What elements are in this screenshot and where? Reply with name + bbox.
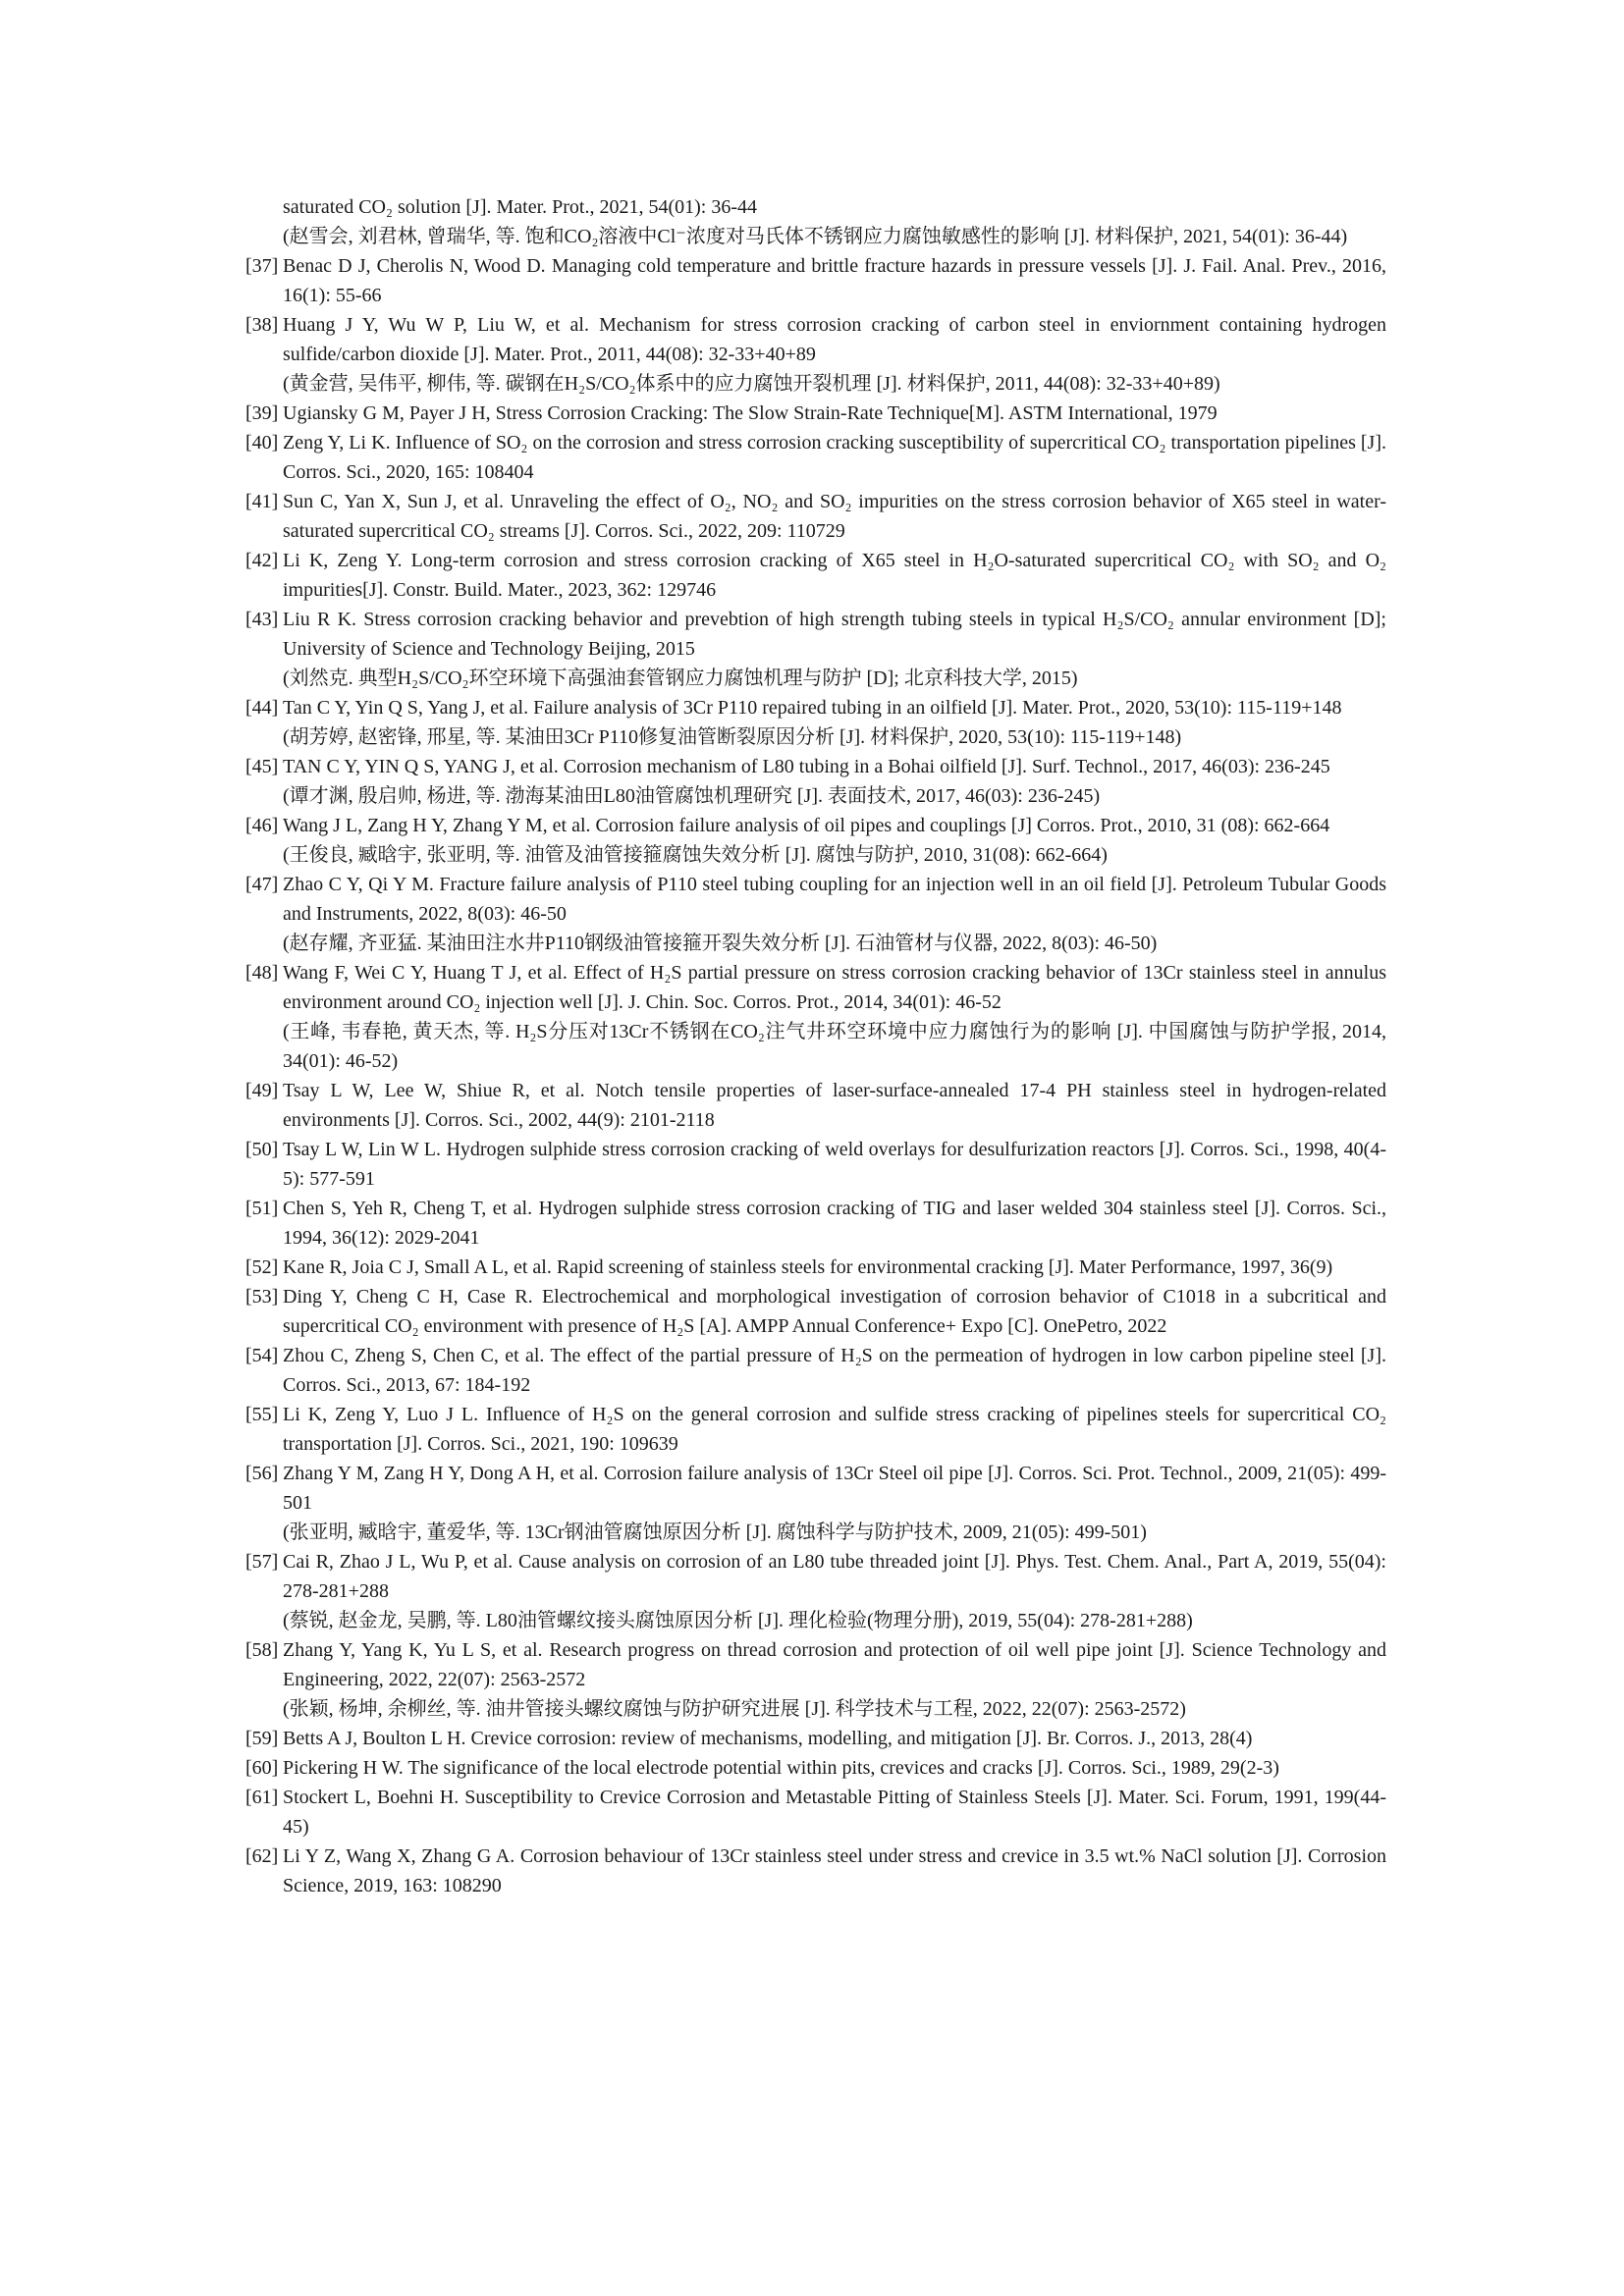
reference-item [245, 870, 1386, 958]
reference-english-text: Zhang Y M, Zang H Y, Dong A H, et al. Corrosion failure analysis of 13Cr Steel oil pipe [J]. Corros. Sci. Prot. Technol., 2009, 21(05): 499-501 [283, 1463, 1386, 1514]
reference-english-text: Tsay L W, Lee W, Shiue R, et al. Notch tensile properties of laser-surface-annealed 17-4 PH stainless steel in hydrogen-related environments [J]. Corros. Sci., 2002, 44(9): 2101-2118 [283, 1080, 1386, 1131]
reference-english-text: Kane R, Joia C J, Small A L, et al. Rapid screening of stainless steels for environmental cracking [J]. Mater Performance, 1997, 36(9) [283, 1256, 1333, 1278]
reference-chinese-text: (谭才渊, 殷启帅, 杨进, 等. 渤海某油田L80油管腐蚀机理研究 [J]. 表面技术, 2017, 46(03): 236-245) [283, 785, 1101, 807]
reference-number: [38] [245, 314, 279, 336]
reference-number: [47] [245, 874, 279, 895]
reference-item [245, 428, 1386, 487]
reference-number: [53] [245, 1286, 279, 1308]
reference-item [245, 1753, 1386, 1783]
reference-number: [56] [245, 1463, 279, 1484]
reference-chinese-text: (蔡锐, 赵金龙, 吴鹏, 等. L80油管螺纹接头腐蚀原因分析 [J]. 理化检验(物理分册), 2019, 55(04): 278-281+288) [283, 1610, 1193, 1631]
reference-chinese-text: (王俊良, 臧晗宇, 张亚明, 等. 油管及油管接箍腐蚀失效分析 [J]. 腐蚀与防护, 2010, 31(08): 662-664) [283, 844, 1108, 866]
reference-english-text: Zhang Y, Yang K, Yu L S, et al. Research progress on thread corrosion and protection of oil well pipe joint [J]. Science Technology and Engineering, 2022, 22(07): 2563-2572 [283, 1639, 1386, 1690]
reference-chinese-text: (黄金营, 吴伟平, 柳伟, 等. 碳钢在H₂S/CO₂体系中的应力腐蚀开裂机理 [J]. 材料保护, 2011, 44(08): 32-33+40+89) [283, 373, 1220, 395]
reference-number: [48] [245, 962, 279, 984]
reference-english-text: Huang J Y, Wu W P, Liu W, et al. Mechanism for stress corrosion cracking of carbon steel in enviornment containing hydrogen sulfide/carbon dioxide [J]. Mater. Prot., 2011, 44(08): 32-33+40+89 [283, 314, 1386, 365]
reference-english-text: Tan C Y, Yin Q S, Yang J, et al. Failure analysis of 3Cr P110 repaired tubing in an oilfield [J]. Mater. Prot., 2020, 53(10): 115-119+148 [283, 697, 1342, 719]
reference-english-text: Pickering H W. The significance of the local electrode potential within pits, crevices and cracks [J]. Corros. Sci., 1989, 29(2-3) [283, 1757, 1279, 1779]
reference-number: [49] [245, 1080, 279, 1101]
reference-number: [41] [245, 491, 279, 512]
reference-english-text: Li Y Z, Wang X, Zhang G A. Corrosion behaviour of 13Cr stainless steel under stress and crevice in 3.5 wt.% NaCl solution [J]. Corrosion Science, 2019, 163: 108290 [283, 1845, 1386, 1896]
reference-english-text: Sun C, Yan X, Sun J, et al. Unraveling the effect of O₂, NO₂ and SO₂ impurities on the stress corrosion behavior of X65 steel in water-saturated supercritical CO₂ streams [J]. Corros. Sci., 2022, 209: 110729 [283, 491, 1386, 542]
reference-item [245, 1341, 1386, 1400]
reference-english-text: Zhao C Y, Qi Y M. Fracture failure analysis of P110 steel tubing coupling for an injection well in an oil field [J]. Petroleum Tubular Goods and Instruments, 2022, 8(03): 46-50 [283, 874, 1386, 925]
reference-number: [51] [245, 1198, 279, 1219]
reference-chinese-text: (胡芳婷, 赵密锋, 邢星, 等. 某油田3Cr P110修复油管断裂原因分析 [J]. 材料保护, 2020, 53(10): 115-119+148) [283, 726, 1182, 748]
reference-english-text: Ugiansky G M, Payer J H, Stress Corrosion Cracking: The Slow Strain-Rate Technique[M]. ASTM International, 1979 [283, 402, 1218, 424]
reference-english-text: Zeng Y, Li K. Influence of SO₂ on the corrosion and stress corrosion cracking susceptibility of supercritical CO₂ transportation pipelines [J]. Corros. Sci., 2020, 165: 108404 [283, 432, 1386, 483]
reference-english-text: Zhou C, Zheng S, Chen C, et al. The effect of the partial pressure of H₂S on the permeation of hydrogen in low carbon pipeline steel [J]. Corros. Sci., 2013, 67: 184-192 [283, 1345, 1386, 1396]
reference-item [245, 487, 1386, 546]
reference-item [245, 1400, 1386, 1459]
reference-english-text: Tsay L W, Lin W L. Hydrogen sulphide stress corrosion cracking of weld overlays for desulfurization reactors [J]. Corros. Sci., 1998, 40(4-5): 577-591 [283, 1139, 1386, 1190]
reference-item [245, 251, 1386, 310]
reference-number: [43] [245, 609, 279, 630]
reference-chinese-text: (王峰, 韦春艳, 黄天杰, 等. H₂S分压对13Cr不锈钢在CO₂注气井环空环境中应力腐蚀行为的影响 [J]. 中国腐蚀与防护学报, 2014, 34(01): 46-52) [283, 1021, 1386, 1072]
reference-number: [39] [245, 402, 279, 424]
reference-item [245, 1253, 1386, 1282]
reference-item [245, 1135, 1386, 1194]
reference-chinese-text: (张亚明, 臧晗宇, 董爱华, 等. 13Cr钢油管腐蚀原因分析 [J]. 腐蚀科学与防护技术, 2009, 21(05): 499-501) [283, 1522, 1147, 1543]
reference-item [245, 1282, 1386, 1341]
reference-number: [46] [245, 815, 279, 836]
reference-number: [45] [245, 756, 279, 777]
reference-number: [60] [245, 1757, 279, 1779]
reference-english-text: saturated CO₂ solution [J]. Mater. Prot., 2021, 54(01): 36-44 [283, 196, 758, 218]
reference-chinese-text: (赵存耀, 齐亚猛. 某油田注水井P110钢级油管接箍开裂失效分析 [J]. 石油管材与仪器, 2022, 8(03): 46-50) [283, 933, 1158, 954]
reference-english-text: Stockert L, Boehni H. Susceptibility to Crevice Corrosion and Metastable Pitting of Stainless Steels [J]. Mater. Sci. Forum, 1991, 199(44-45) [283, 1787, 1386, 1838]
reference-item [245, 1842, 1386, 1900]
reference-english-text: Liu R K. Stress corrosion cracking behavior and prevebtion of high strength tubing steels in typical H₂S/CO₂ annular environment [D]; University of Science and Technology Beijing, 2015 [283, 609, 1386, 660]
reference-list [245, 192, 1386, 1900]
reference-number: [50] [245, 1139, 279, 1160]
reference-number: [57] [245, 1551, 279, 1573]
reference-item [245, 693, 1386, 752]
reference-item [245, 399, 1386, 428]
reference-number: [58] [245, 1639, 279, 1661]
reference-english-text: Wang J L, Zang H Y, Zhang Y M, et al. Corrosion failure analysis of oil pipes and couplings [J] Corros. Prot., 2010, 31 (08): 662-664 [283, 815, 1330, 836]
reference-item [245, 1547, 1386, 1635]
reference-number: [40] [245, 432, 279, 454]
reference-item [245, 752, 1386, 811]
reference-number: [42] [245, 550, 279, 571]
reference-english-text: TAN C Y, YIN Q S, YANG J, et al. Corrosion mechanism of L80 tubing in a Bohai oilfield [J]. Surf. Technol., 2017, 46(03): 236-245 [283, 756, 1330, 777]
reference-english-text: Chen S, Yeh R, Cheng T, et al. Hydrogen sulphide stress corrosion cracking of TIG and laser welded 304 stainless steel [J]. Corros. Sci., 1994, 36(12): 2029-2041 [283, 1198, 1386, 1249]
reference-number: [52] [245, 1256, 279, 1278]
reference-english-text: Cai R, Zhao J L, Wu P, et al. Cause analysis on corrosion of an L80 tube threaded joint [J]. Phys. Test. Chem. Anal., Part A, 2019, 55(04): 278-281+288 [283, 1551, 1386, 1602]
reference-item [245, 1194, 1386, 1253]
reference-chinese-text: (张颖, 杨坤, 余柳丝, 等. 油井管接头螺纹腐蚀与防护研究进展 [J]. 科学技术与工程, 2022, 22(07): 2563-2572) [283, 1698, 1186, 1720]
reference-item [245, 811, 1386, 870]
reference-chinese-text: (赵雪会, 刘君林, 曾瑞华, 等. 饱和CO₂溶液中Cl⁻浓度对马氏体不锈钢应力腐蚀敏感性的影响 [J]. 材料保护, 2021, 54(01): 36-44) [283, 226, 1348, 247]
reference-english-text: Benac D J, Cherolis N, Wood D. Managing cold temperature and brittle fracture hazards in pressure vessels [J]. J. Fail. Anal. Prev., 2016, 16(1): 55-66 [283, 255, 1386, 306]
reference-number: [59] [245, 1728, 279, 1749]
reference-english-text: Betts A J, Boulton L H. Crevice corrosion: review of mechanisms, modelling, and mitigation [J]. Br. Corros. J., 2013, 28(4) [283, 1728, 1253, 1749]
reference-chinese-text: (刘然克. 典型H₂S/CO₂环空环境下高强油套管钢应力腐蚀机理与防护 [D]; 北京科技大学, 2015) [283, 667, 1078, 689]
reference-number: [54] [245, 1345, 279, 1366]
reference-english-text: Ding Y, Cheng C H, Case R. Electrochemical and morphological investigation of corrosion behavior of C1018 in a subcritical and supercritical CO₂ environment with presence of H₂S [A]. AMPP Annual Conference+ Expo [C]. OnePetro, 2022 [283, 1286, 1386, 1337]
reference-item [245, 1724, 1386, 1753]
reference-english-text: Wang F, Wei C Y, Huang T J, et al. Effect of H₂S partial pressure on stress corrosion cracking behavior of 13Cr stainless steel in annulus environment around CO₂ injection well [J]. J. Chin. Soc. Corros. Prot., 2014, 34(01): 46-52 [283, 962, 1386, 1013]
reference-item [245, 310, 1386, 399]
reference-item [245, 605, 1386, 693]
reference-item [245, 1783, 1386, 1842]
reference-number: [55] [245, 1404, 279, 1425]
reference-item [245, 546, 1386, 605]
reference-number: [62] [245, 1845, 279, 1867]
reference-item [245, 1635, 1386, 1724]
reference-english-text: Li K, Zeng Y. Long-term corrosion and stress corrosion cracking of X65 steel in H₂O-saturated supercritical CO₂ with SO₂ and O₂ impurities[J]. Constr. Build. Mater., 2023, 362: 129746 [283, 550, 1386, 601]
reference-item [245, 192, 1386, 251]
reference-item [245, 958, 1386, 1076]
reference-item [245, 1459, 1386, 1547]
reference-item [245, 1076, 1386, 1135]
reference-number: [37] [245, 255, 279, 277]
reference-english-text: Li K, Zeng Y, Luo J L. Influence of H₂S on the general corrosion and sulfide stress cracking of pipelines steels for supercritical CO₂ transportation [J]. Corros. Sci., 2021, 190: 109639 [283, 1404, 1386, 1455]
reference-number: [44] [245, 697, 279, 719]
reference-number: [61] [245, 1787, 279, 1808]
